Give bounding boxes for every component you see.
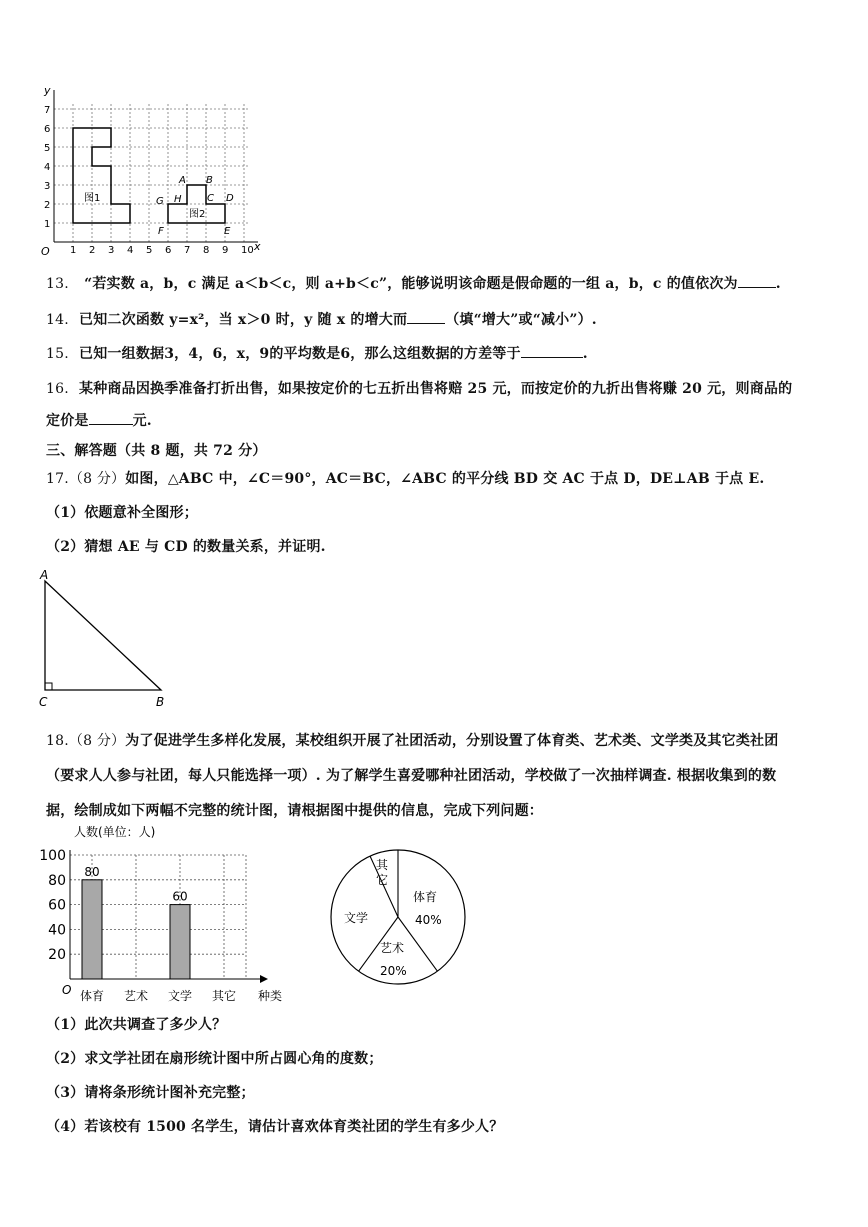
x-tick-label: 6: [165, 245, 172, 256]
q17-sub-2: （2）猜想 AE 与 CD 的数量关系，并证明.: [46, 539, 326, 555]
question-14: [46, 309, 597, 329]
bar-category-label: 其它: [211, 989, 237, 1003]
bar-chart: [36, 824, 296, 1010]
q13-number: 13.: [46, 276, 69, 292]
vertex-a-label: A: [40, 568, 49, 582]
y-tick-label: 7: [44, 105, 51, 116]
q18-number: 18.: [46, 733, 69, 749]
q18-text-line2: （要求人人参与社团，每人只能选择一项）. 为了解学生喜爱哪种社团活动，学校做了一次抽样调查. 根据收集到的数: [46, 768, 777, 784]
q15-end: .: [582, 346, 588, 362]
x-tick-label: 9: [222, 245, 229, 256]
pie-label-sports: 体育: [413, 890, 438, 904]
figure-1-shape: [73, 128, 130, 223]
x-tick-label: 2: [89, 245, 96, 256]
y-tick-label: 5: [44, 143, 51, 154]
triangle-figure: [36, 568, 176, 714]
pie-label-literature: 文学: [344, 911, 369, 925]
figure-2-label: 图2: [189, 209, 206, 220]
axis-y-label: y: [44, 84, 51, 97]
bar-chart-origin: O: [62, 983, 72, 997]
point-d-label: D: [226, 193, 234, 204]
bar-value-label: 60: [172, 889, 188, 904]
q18-text-line3: 据，绘制成如下两幅不完整的统计图，请根据图中提供的信息，完成下列问题：: [46, 803, 543, 819]
q14-end: （填“增大”或“减小”）.: [445, 312, 597, 328]
origin-label: O: [41, 245, 50, 258]
bar-y-tick-label: 80: [48, 872, 66, 889]
bar-2: [170, 905, 190, 979]
pie-label-other: [376, 857, 389, 887]
point-a-label: A: [179, 175, 186, 186]
q16-number: 16.: [46, 381, 69, 397]
question-13: [46, 273, 781, 293]
triangle-abc: [45, 581, 161, 690]
y-tick-label: 1: [44, 219, 51, 230]
q15-text: 已知一组数据3，4，6，x，9的平均数是6，那么这组数据的方差等于: [79, 346, 521, 362]
q14-answer-blank[interactable]: [407, 309, 445, 324]
bar-chart-xlabel: 种类: [258, 989, 283, 1003]
question-16-line2: [46, 410, 152, 430]
svg-text:其: 其: [376, 858, 389, 872]
bar-value-label: 80: [84, 864, 100, 879]
figure-1-label: 图1: [84, 193, 101, 204]
q16-text-line1: 某种商品因换季准备打折出售，如果按定价的七五折出售将赔 25 元，而按定价的九折出售将赚 20 元，则商品的: [79, 381, 793, 397]
bar-y-tick-label: 100: [39, 848, 66, 864]
pie-value-art: 20%: [380, 964, 407, 978]
point-h-label: H: [174, 194, 182, 205]
section-3-title: 三、解答题（共 8 题，共 72 分）: [46, 443, 267, 459]
x-tick-label: 10: [241, 245, 254, 256]
q16-answer-blank[interactable]: [89, 410, 133, 425]
q16-text-line2: 定价是: [46, 413, 89, 429]
pie-value-sports: 40%: [415, 913, 442, 927]
q17-number: 17.: [46, 471, 69, 487]
q17-sub-1: （1）依题意补全图形；: [46, 505, 198, 521]
question-17: [46, 468, 764, 488]
bar-category-label: 艺术: [123, 989, 149, 1003]
y-tick-label: 3: [44, 181, 51, 192]
q18-sub-1: （1）此次共调查了多少人？: [46, 1017, 227, 1033]
q18-text-line1: 为了促进学生多样化发展，某校组织开展了社团活动，分别设置了体育类、艺术类、文学类及其它类社团: [125, 733, 779, 749]
q17-score: （8 分）: [68, 471, 126, 487]
point-e-label: E: [224, 226, 231, 237]
vertex-b-label: B: [156, 695, 165, 709]
bar-category-label: 体育: [79, 989, 105, 1003]
bar-chart-ylabel: 人数(单位：人): [74, 825, 156, 839]
q16-end: 元.: [132, 413, 152, 429]
q14-number: 14.: [46, 312, 69, 328]
svg-text:它: 它: [376, 873, 389, 887]
q18-sub-2: （2）求文学社团在扇形统计图中所占圆心角的度数；: [46, 1051, 383, 1067]
bar-y-tick-label: 20: [48, 947, 66, 964]
bar-y-tick-label: 60: [48, 897, 66, 914]
point-g-label: G: [156, 196, 164, 207]
point-c-label: C: [207, 193, 214, 204]
q17-text: 如图，△ABC 中，∠C＝90°，AC＝BC，∠ABC 的平分线 BD 交 AC 于点 D，DE⊥AB 于点 E.: [125, 471, 765, 487]
q13-text: “若实数 a，b，c 满足 a＜b＜c，则 a+b＜c”，能够说明该命题是假命题的一组 a，b，c 的值依次为: [84, 276, 738, 292]
x-tick-label: 1: [70, 245, 77, 256]
question-16: [46, 378, 792, 398]
q18-sub-4: （4）若该校有 1500 名学生，请估计喜欢体育类社团的学生有多少人？: [46, 1119, 504, 1135]
q14-text: 已知二次函数 y=x²，当 x＞0 时，y 随 x 的增大而: [79, 312, 408, 328]
q18-sub-3: （3）请将条形统计图补充完整；: [46, 1085, 255, 1101]
grid-figure: [36, 84, 266, 260]
pie-label-art: 艺术: [380, 941, 405, 955]
q15-number: 15.: [46, 346, 69, 362]
q15-answer-blank[interactable]: [521, 343, 583, 358]
bar-0: [82, 880, 102, 979]
x-tick-label: 3: [108, 245, 115, 256]
question-15: [46, 343, 588, 363]
question-18: [46, 730, 778, 750]
y-tick-label: 4: [44, 162, 51, 173]
x-axis-arrow: [260, 975, 268, 983]
y-tick-label: 2: [44, 200, 51, 211]
q13-answer-blank[interactable]: [738, 273, 776, 288]
x-tick-label: 7: [184, 245, 191, 256]
point-b-label: B: [206, 175, 213, 186]
x-tick-label: 5: [146, 245, 153, 256]
pie-chart: [318, 840, 488, 1010]
y-tick-label: 6: [44, 124, 51, 135]
vertex-c-label: C: [39, 695, 48, 709]
q13-end: .: [775, 276, 781, 292]
x-tick-label: 4: [127, 245, 134, 256]
point-f-label: F: [158, 226, 164, 237]
q18-score: （8 分）: [68, 733, 126, 749]
bar-y-tick-label: 40: [48, 922, 66, 939]
right-angle-mark: [45, 683, 52, 690]
bar-category-label: 文学: [167, 989, 193, 1003]
axis-x-label: x: [254, 240, 261, 253]
x-tick-label: 8: [203, 245, 210, 256]
